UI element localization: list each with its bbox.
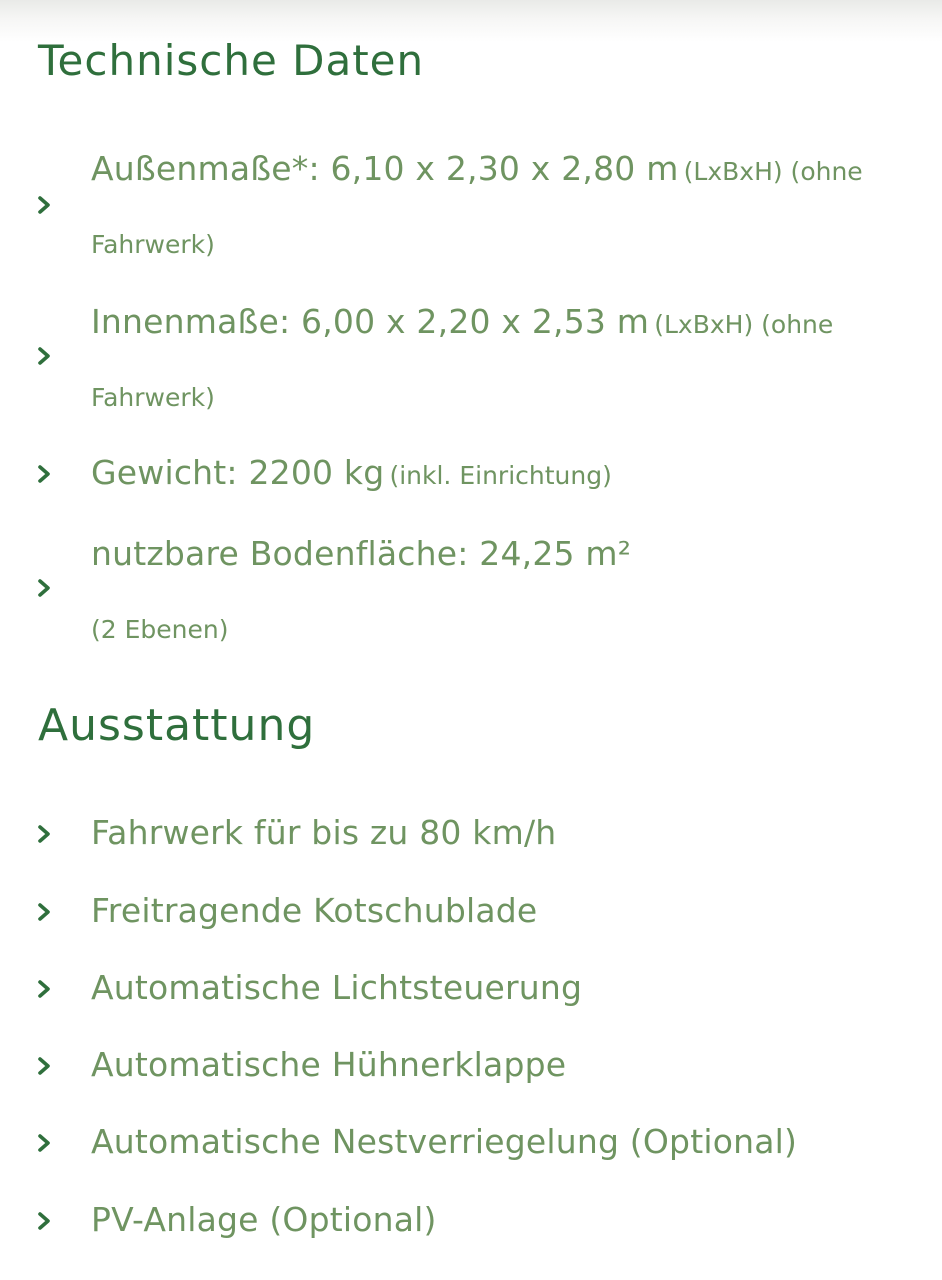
item-note-text: (inkl. Einrichtung): [389, 461, 612, 490]
item-main-text: Innenmaße: 6,00 x 2,20 x 2,53 m: [91, 302, 650, 341]
item-main-text: Freitragende Kotschublade: [91, 891, 538, 930]
item-main-text: Gewicht: 2200 kg: [91, 453, 385, 492]
section-title-equipment: Ausstattung: [38, 700, 316, 751]
chevron-right-icon: [36, 577, 54, 599]
item-main-text: Außenmaße*: 6,10 x 2,30 x 2,80 m: [91, 149, 679, 188]
item-main-text: Automatische Lichtsteuerung: [91, 968, 583, 1007]
item-main-text: Automatische Nestverriegelung (Optional): [91, 1122, 798, 1161]
chevron-right-icon: [36, 901, 54, 923]
item-note-continuation: Fahrwerk): [91, 383, 215, 412]
chevron-right-icon: [36, 1132, 54, 1154]
item-note-continuation: Fahrwerk): [91, 230, 215, 259]
item-note-text: (LxBxH) (ohne: [654, 310, 834, 339]
item-note-text: (LxBxH) (ohne: [683, 157, 863, 186]
chevron-right-icon: [36, 194, 54, 216]
item-main-text: Automatische Hühnerklappe: [91, 1045, 567, 1084]
chevron-right-icon: [36, 1210, 54, 1232]
item-main-text: Fahrwerk für bis zu 80 km/h: [91, 813, 557, 852]
chevron-right-icon: [36, 1055, 54, 1077]
section-title-technical: Technische Daten: [38, 36, 425, 85]
item-note-continuation: (2 Ebenen): [91, 615, 229, 644]
chevron-right-icon: [36, 823, 54, 845]
chevron-right-icon: [36, 463, 54, 485]
chevron-right-icon: [36, 345, 54, 367]
item-main-text: PV-Anlage (Optional): [91, 1200, 437, 1239]
chevron-right-icon: [36, 978, 54, 1000]
item-main-text: nutzbare Bodenfläche: 24,25 m²: [91, 534, 632, 573]
